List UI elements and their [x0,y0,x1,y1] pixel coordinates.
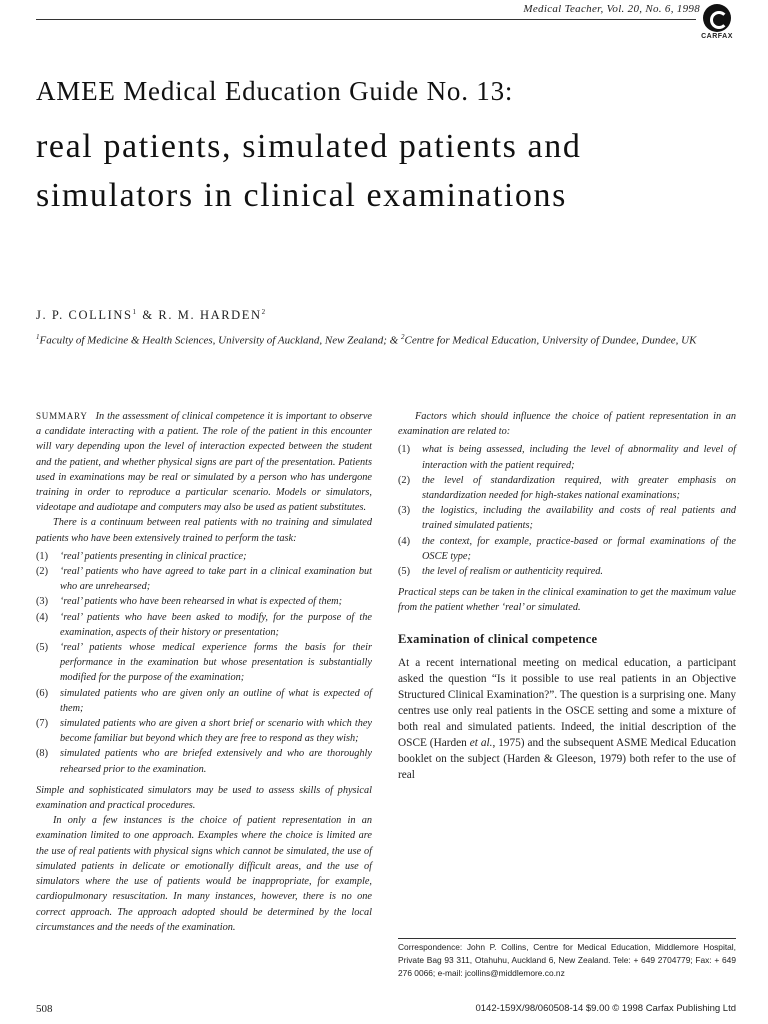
list-item [36,564,372,594]
list-text: the level of realism or authenticity required. [422,566,604,578]
affil-sup-2: 2 [401,333,405,341]
left-column [36,409,372,935]
section-body [398,655,736,783]
list-text: what is being assessed, including the level of abnormality and level of interaction with the patient required; [422,444,736,471]
list-item [398,503,736,533]
list-item [398,564,736,579]
list-item [36,716,372,746]
list-num: (2) [36,566,49,578]
header-rule [36,19,696,20]
summary-label: SUMMARY [36,411,88,421]
list-item [398,442,736,472]
list-item [36,594,372,609]
list-num: (6) [36,687,49,699]
list-num: (8) [36,748,49,760]
continuum-list [36,549,372,777]
author-harden: R. M. HARDEN [158,308,262,323]
list-num: (3) [398,505,411,517]
list-num: (5) [36,642,49,654]
list-text: the level of standardization required, with greater emphasis on standardization needed for high-stakes national examinations; [422,474,736,502]
author-amp: & [137,308,159,323]
summary-text-1: In the assessment of clinical competence it is important to observe a candidate interacting with a patient. The role of the patient in this encounter will vary depending upon the level of interaction expected between the student and the patient, and whether physical signs are part of the presentation. Patients used in examinations may be real or simulated by a person who has undergone training in order to reproduce a particular scenario. Models or simulators, videotape and audiotape and computers may also be used as patient substitutes. [36,411,372,514]
list-text: the context, for example, practice-based or formal examinations of the OSCE type; [422,535,736,562]
section-body-part2: , 1975) and the subsequent ASME Medical Education booklet on the subject (Harden & Gleeson, 1979) both refer to the use of real [398,736,737,781]
publisher-logo-text: CARFAX [701,33,733,40]
author-line [36,308,267,323]
list-text: the logistics, including the availability and costs of real patients and trained simulated patients; [422,505,736,532]
affiliations [36,330,736,349]
author-sup-2: 2 [261,308,267,316]
list-item [36,549,372,564]
summary-paragraph-6: Practical steps can be taken in the clinical examination to get the maximum value from the patient whether ‘real’ or simulated. [398,587,736,614]
list-item [36,640,372,686]
list-item [36,686,372,716]
list-num: (2) [398,474,411,486]
affil-dundee: Centre for Medical Education, University of Dundee, Dundee, UK [404,334,697,347]
list-num: (4) [36,611,49,623]
list-item [36,746,372,776]
summary-paragraph-2: There is a continuum between real patients with no training and simulated patients who have been extensively trained to perform the task: [36,517,372,544]
list-item [36,610,372,640]
list-num: (5) [398,566,411,578]
summary-paragraph-1 [36,409,372,515]
affil-sup-1: 1 [36,333,40,341]
list-num: (1) [36,550,49,562]
correspondence-note: Correspondence: John P. Collins, Centre for Medical Education, Middlemore Hospital, Private Bag 93 311, Otahuhu, Auckland 6, New Zealand. Tele: + 649 2704779; Fax: + 649 276 0066; e-mail: jcollins@middlemore.co.nz [398,942,736,978]
journal-citation: Medical Teacher, Vol. 20, No. 6, 1998 [523,3,700,15]
section-body-etal: et al. [469,736,493,749]
list-text: ‘real’ patients who have been asked to modify, for the purpose of the examination, aspects of their history or presentation; [60,611,372,638]
list-num: (4) [398,535,411,547]
list-num: (7) [36,718,49,730]
summary-paragraph-3: Simple and sophisticated simulators may be used to assess skills of physical examination and practical procedures. [36,784,372,812]
author-collins: J. P. COLLINS [36,308,133,323]
list-text: simulated patients who are briefed extensively and who are thoroughly rehearsed prior to the examination. [60,748,372,775]
summary-paragraph-4: In only a few instances is the choice of patient representation in an examination limited to one approach. Examples where the choice is limited are the use of real patients with physical signs which cannot be simulated, the use of simulated patients in delicate or emotionally difficult areas, and the use of simulators where the use of patients would be inappropriate, for example, cardiopulmonary resuscitation. In many instances, however, there is no one correct approach. The approach adopted should be determined by the local circumstances and the needs of the examination. [36,815,372,933]
list-num: (3) [36,596,49,608]
correspondence-rule [398,938,736,939]
article-title: real patients, simulated patients and simulators in clinical examinations [36,128,582,214]
summary-paragraph-5: Factors which should influence the choice of patient representation in an examination are related to: [398,411,736,438]
guide-title: AMEE Medical Education Guide No. 13: [36,76,514,106]
copyright-line: 0142-159X/98/060508-14 $9.00 © 1998 Carfax Publishing Ltd [475,1003,736,1014]
publisher-logo [699,4,735,40]
list-item [398,534,736,564]
right-column [398,409,736,783]
list-text: ‘real’ patients presenting in clinical practice; [60,550,247,562]
list-text: ‘real’ patients who have been rehearsed in what is expected of them; [60,596,343,608]
section-body-part1: At a recent international meeting on medical education, a participant asked the question “Is it possible to use real patients in an Objective Structured Clinical Examination?”. The question is a surprising one. Many centres use only real patients in the OSCE setting and some a mixture of both real and simulated patients. Indeed, the initial description of the OSCE (Harden [398,656,736,749]
list-text: simulated patients who are given only an outline of what is expected of them; [60,687,372,714]
list-num: (1) [398,444,411,456]
factors-list [398,442,736,579]
author-sup-1: 1 [132,308,138,316]
affil-auckland: Faculty of Medicine & Health Sciences, University of Auckland, New Zealand; & [39,334,401,347]
list-text: ‘real’ patients who have agreed to take part in a clinical examination but who are unrehearsed; [60,566,372,593]
list-item [398,473,736,503]
carfax-logo-icon [703,4,731,32]
section-heading: Examination of clinical competence [398,631,598,646]
list-text: ‘real’ patients whose medical experience forms the basis for their performance in the examination but whose presentation is substantially modified for the purpose of the examination; [60,642,372,684]
page-number: 508 [36,1003,53,1015]
list-text: simulated patients who are given a short brief or scenario with which they become familiar but beyond which they are free to respond as they wish; [60,718,372,745]
